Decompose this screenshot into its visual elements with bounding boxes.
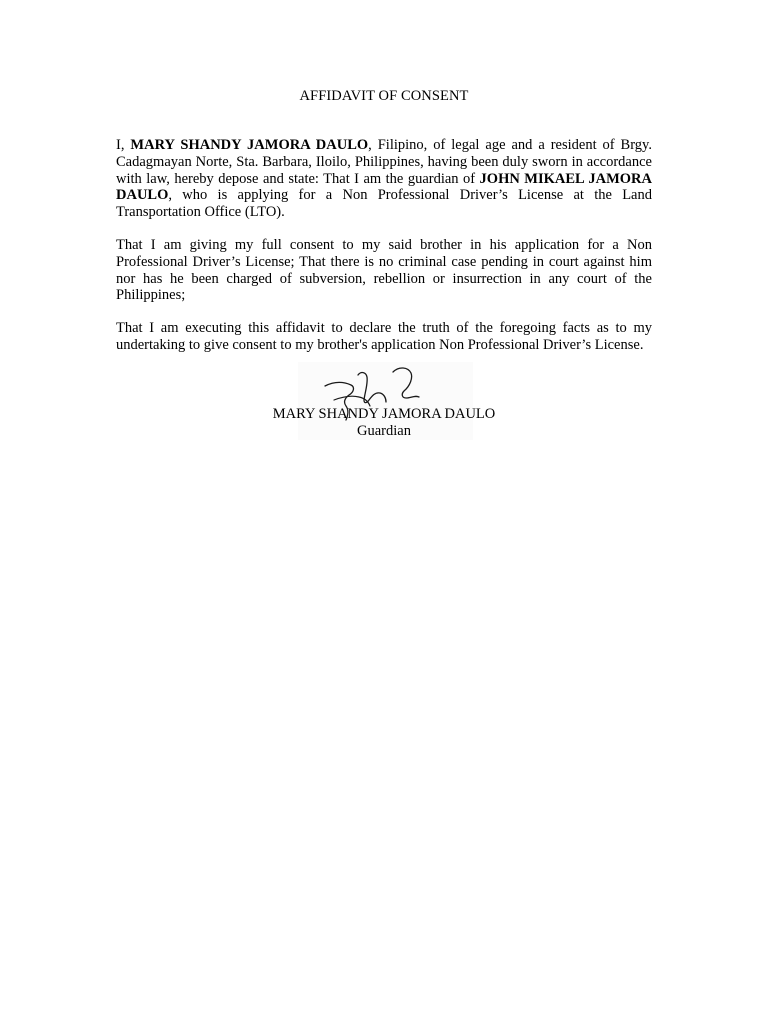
signer-name: MARY SHANDY JAMORA DAULO [272,406,496,422]
ward-name: JOHN MIKAEL JAMORA DAULO [116,170,652,204]
intro-text-start: I, [116,137,131,153]
intro-text-middle: , Filipino, of legal age and a resident of Brgy. Cadagmayan Norte, Sta. Barbara, Iloilo, Philippines, having been duly sworn in accordance with law, hereby depose and state: That I am the guardian of [116,137,652,187]
signature-block [0,362,768,442]
intro-text-end: , who is applying for a Non Professional Driver’s License at the Land Transportation Office (LTO). [116,187,652,221]
paragraph-consent: That I am giving my full consent to my said brother in his application for a Non Professional Driver’s License; That there is no criminal case pending in court against him nor has he been charged of subversion, rebellion or insurrection in any court of the Philippines; [116,236,652,304]
signer-role: Guardian [357,423,411,439]
document-body [116,137,652,370]
paragraph-intro [116,137,652,221]
document-title: AFFIDAVIT OF CONSENT [299,88,469,104]
affiant-name: MARY SHANDY JAMORA DAULO [130,137,369,153]
paragraph-declaration: That I am executing this affidavit to declare the truth of the foregoing facts as to my undertaking to give consent to my brother's application Non Professional Driver’s License. [116,320,652,353]
